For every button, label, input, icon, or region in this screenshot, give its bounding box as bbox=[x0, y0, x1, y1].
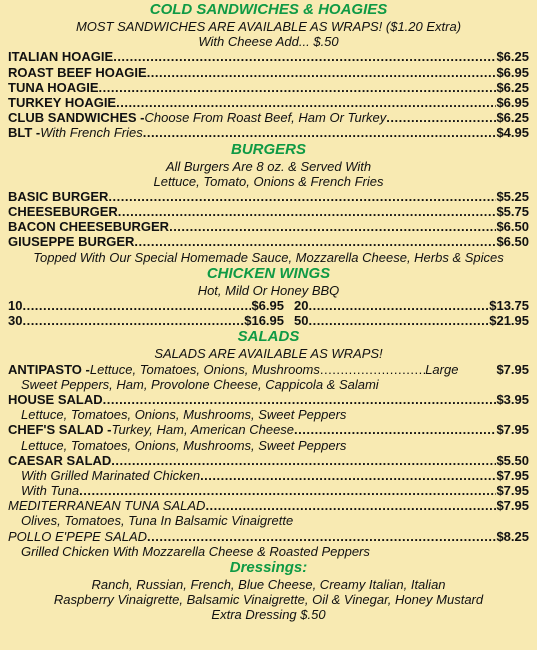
dressings-line-1: Ranch, Russian, French, Blue Cheese, Creamy Italian, Italian bbox=[91, 577, 446, 592]
menu-item-basic-burger bbox=[8, 189, 529, 204]
wings-price: $6.95 bbox=[251, 298, 284, 313]
leader-dots bbox=[147, 65, 497, 80]
chicken-wings-heading: CHICKEN WINGS bbox=[206, 264, 331, 282]
leader-dots bbox=[205, 498, 496, 513]
menu-item-pollo-epepe-salad bbox=[8, 529, 529, 544]
burgers-note-line1: All Burgers Are 8 oz. & Served With bbox=[165, 158, 372, 174]
menu-item-tuna-hoagie bbox=[8, 80, 529, 95]
item-price: $7.95 bbox=[496, 422, 529, 438]
menu-item-turkey-hoagie bbox=[8, 95, 529, 110]
leader-dots bbox=[308, 313, 489, 328]
leader-dots bbox=[143, 125, 497, 140]
menu-item-italian-hoagie bbox=[8, 49, 529, 64]
menu-item-blt bbox=[8, 125, 529, 140]
item-price: $7.95 bbox=[496, 361, 529, 377]
wings-price: $13.75 bbox=[489, 298, 529, 313]
item-price: $7.95 bbox=[496, 483, 529, 499]
cheese-note: With Cheese Add... $.50 bbox=[198, 34, 339, 50]
leader-dots bbox=[103, 392, 497, 407]
item-price: $6.25 bbox=[496, 110, 529, 126]
item-name: ROAST BEEF HOAGIE bbox=[8, 64, 147, 80]
menu-item-bacon-cheeseburger bbox=[8, 219, 529, 234]
leader-dots bbox=[118, 204, 497, 219]
leader-dots bbox=[169, 219, 496, 234]
item-name: BASIC BURGER bbox=[8, 188, 109, 204]
item-name: TUNA HOAGIE bbox=[8, 79, 99, 95]
wings-quantity: 10 bbox=[8, 298, 23, 313]
item-size: Large bbox=[425, 361, 459, 377]
antipasto-description: Sweet Peppers, Ham, Provolone Cheese, Cappicola & Salami bbox=[21, 376, 379, 392]
extra-dressing-price: Extra Dressing $.50 bbox=[211, 607, 326, 623]
leader-dots bbox=[134, 234, 496, 249]
item-price: $5.75 bbox=[496, 204, 529, 220]
menu-item-mediterranean-tuna-salad bbox=[8, 498, 529, 513]
menu-item-house-salad bbox=[8, 392, 529, 407]
item-name: MEDITERRANEAN TUNA SALAD bbox=[8, 498, 206, 514]
menu-item-cheeseburger bbox=[8, 204, 529, 219]
item-price: $6.95 bbox=[496, 64, 529, 80]
item-name: CAESAR SALAD bbox=[8, 452, 112, 468]
menu-item-caesar-chicken bbox=[8, 468, 529, 483]
item-name: TURKEY HOAGIE bbox=[8, 94, 117, 110]
mediterranean-description: Olives, Tomatoes, Tuna In Balsamic Vinaigrette bbox=[21, 513, 294, 529]
menu-item-antipasto bbox=[8, 362, 529, 377]
leader-dots bbox=[320, 362, 425, 377]
menu-item-chefs-salad bbox=[8, 422, 529, 437]
menu-item-roast-beef-hoagie bbox=[8, 65, 529, 80]
item-price: $5.25 bbox=[496, 188, 529, 204]
menu-item-caesar-salad bbox=[8, 453, 529, 468]
leader-dots bbox=[147, 529, 496, 544]
item-description: With French Fries bbox=[40, 125, 143, 141]
item-name: CHEESEBURGER bbox=[8, 204, 118, 220]
item-description: Choose From Roast Beef, Ham Or Turkey bbox=[144, 110, 387, 126]
dressings-list bbox=[8, 577, 529, 623]
leader-dots bbox=[99, 80, 497, 95]
item-price: $6.50 bbox=[496, 219, 529, 235]
leader-dots bbox=[111, 453, 496, 468]
item-name: ITALIAN HOAGIE bbox=[8, 49, 114, 65]
wings-price: $16.95 bbox=[244, 313, 284, 329]
burgers-heading: BURGERS bbox=[230, 140, 306, 158]
salads-wraps-note: SALADS ARE AVAILABLE AS WRAPS! bbox=[154, 346, 383, 362]
wings-flavors-note: Hot, Mild Or Honey BBQ bbox=[197, 282, 340, 298]
dressings-heading: Dressings: bbox=[229, 559, 308, 576]
leader-dots bbox=[386, 110, 496, 125]
leader-dots bbox=[200, 468, 496, 483]
leader-dots bbox=[79, 483, 496, 498]
house-salad-description: Lettuce, Tomatoes, Onions, Mushrooms, Sweet Peppers bbox=[21, 407, 347, 423]
item-description: Lettuce, Tomatoes, Onions, Mushrooms bbox=[89, 361, 320, 377]
item-name: CHEF'S SALAD - bbox=[8, 422, 112, 438]
leader-dots bbox=[22, 313, 244, 328]
chefs-salad-description: Lettuce, Tomatoes, Onions, Mushrooms, Sweet Peppers bbox=[21, 437, 347, 453]
wings-quantity: 20 bbox=[294, 298, 309, 313]
leader-dots bbox=[308, 298, 489, 313]
item-price: $6.25 bbox=[496, 49, 529, 65]
item-price: $7.95 bbox=[496, 498, 529, 514]
item-name: HOUSE SALAD bbox=[8, 391, 103, 407]
item-name: POLLO E'PEPE SALAD bbox=[8, 528, 148, 544]
item-name: With Tuna bbox=[21, 483, 80, 499]
leader-dots bbox=[108, 189, 496, 204]
wings-quantity: 30 bbox=[8, 313, 23, 329]
item-price: $6.25 bbox=[496, 79, 529, 95]
menu-page bbox=[8, 0, 529, 623]
leader-dots bbox=[22, 298, 251, 313]
item-price: $5.50 bbox=[496, 452, 529, 468]
burgers-note-line2: Lettuce, Tomato, Onions & French Fries bbox=[153, 173, 384, 189]
item-name: ANTIPASTO - bbox=[8, 361, 90, 377]
wings-option bbox=[294, 298, 529, 313]
pollo-description: Grilled Chicken With Mozzarella Cheese & Roasted Peppers bbox=[21, 543, 370, 559]
wings-option bbox=[294, 313, 529, 328]
cold-sandwiches-heading: COLD SANDWICHES & HOAGIES bbox=[149, 1, 388, 18]
item-price: $7.95 bbox=[496, 467, 529, 483]
item-price: $3.95 bbox=[496, 391, 529, 407]
wings-price: $21.95 bbox=[489, 313, 529, 329]
item-description: Turkey, Ham, American Cheese bbox=[111, 422, 295, 438]
wings-row-1 bbox=[8, 298, 529, 313]
dressings-line-2: Raspberry Vinaigrette, Balsamic Vinaigrette, Oil & Vinegar, Honey Mustard bbox=[53, 592, 484, 608]
wings-quantity: 50 bbox=[294, 313, 309, 329]
menu-item-giuseppe-burger bbox=[8, 234, 529, 249]
leader-dots bbox=[113, 49, 496, 64]
item-name: BACON CHEESEBURGER bbox=[8, 219, 170, 235]
giuseppe-burger-description: Topped With Our Special Homemade Sauce, Mozzarella Cheese, Herbs & Spices bbox=[33, 249, 504, 265]
item-price: $6.95 bbox=[496, 94, 529, 110]
wings-row-2 bbox=[8, 313, 529, 328]
menu-item-caesar-tuna bbox=[8, 483, 529, 498]
item-name: GIUSEPPE BURGER bbox=[8, 234, 135, 250]
wraps-note: MOST SANDWICHES ARE AVAILABLE AS WRAPS! ($1.20 Extra) bbox=[75, 19, 462, 34]
leader-dots bbox=[116, 95, 496, 110]
item-price: $4.95 bbox=[496, 125, 529, 141]
wings-option bbox=[8, 313, 294, 328]
item-price: $6.50 bbox=[496, 234, 529, 250]
wings-option bbox=[8, 298, 294, 313]
item-name: With Grilled Marinated Chicken bbox=[21, 467, 201, 483]
item-price: $8.25 bbox=[496, 528, 529, 544]
menu-item-club-sandwiches bbox=[8, 110, 529, 125]
salads-heading: SALADS bbox=[237, 328, 300, 346]
leader-dots bbox=[294, 422, 496, 437]
item-name: CLUB SANDWICHES - bbox=[8, 110, 145, 126]
item-name: BLT - bbox=[8, 125, 41, 141]
